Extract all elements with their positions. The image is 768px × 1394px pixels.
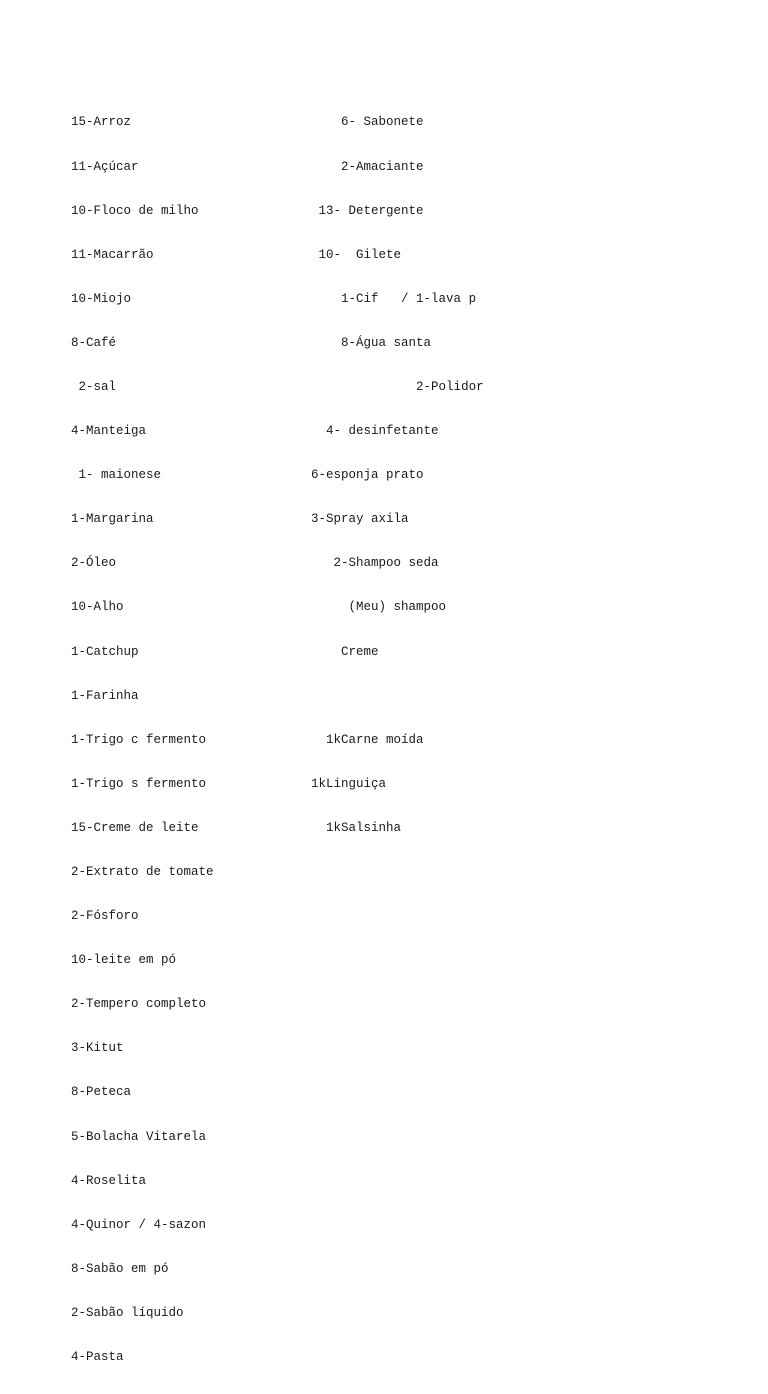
list-line: 15-Arroz 6- Sabonete: [71, 115, 424, 130]
list-line: 8-Café 8-Água santa: [71, 335, 432, 350]
list-line: 4-Pasta: [71, 1350, 124, 1365]
list-line: 3-Kitut: [71, 1041, 124, 1056]
shopping-list: [71, 86, 484, 1394]
list-line: 2-sal 2-Polidor: [71, 379, 484, 394]
list-line: 10-Miojo 1-Cif / 1-lava p: [71, 291, 477, 306]
list-line: 8-Sabão em pó: [71, 1261, 169, 1276]
list-line: 5-Bolacha Vitarela: [71, 1129, 207, 1144]
list-line: 4-Roselita: [71, 1173, 147, 1188]
list-line: 2-Fósforo: [71, 909, 139, 924]
list-line: 10-leite em pó: [71, 953, 177, 968]
list-line: 11-Açúcar 2-Amaciante: [71, 159, 424, 174]
list-line: 4-Manteiga 4- desinfetante: [71, 424, 439, 439]
list-line: 1-Farinha: [71, 688, 139, 703]
list-line: 15-Creme de leite 1kSalsinha: [71, 820, 402, 835]
list-line: 1-Margarina 3-Spray axila: [71, 512, 409, 527]
list-line: 11-Macarrão 10- Gilete: [71, 247, 402, 262]
list-line: 2-Óleo 2-Shampoo seda: [71, 556, 439, 571]
list-line: 2-Sabão líquido: [71, 1305, 184, 1320]
list-line: 2-Extrato de tomate: [71, 865, 214, 879]
list-line: 1-Catchup Creme: [71, 644, 379, 659]
list-line: 8-Peteca: [71, 1085, 132, 1100]
list-line: 1- maionese 6-esponja prato: [71, 468, 424, 483]
list-line: 1-Trigo c fermento 1kCarne moída: [71, 732, 424, 747]
list-line: 10-Floco de milho 13- Detergente: [71, 203, 424, 218]
list-line: 10-Alho (Meu) shampoo: [71, 600, 447, 615]
list-line: 4-Quinor / 4-sazon: [71, 1217, 207, 1232]
list-line: 1-Trigo s fermento 1kLinguiça: [71, 776, 387, 791]
list-line: 2-Tempero completo: [71, 997, 207, 1012]
